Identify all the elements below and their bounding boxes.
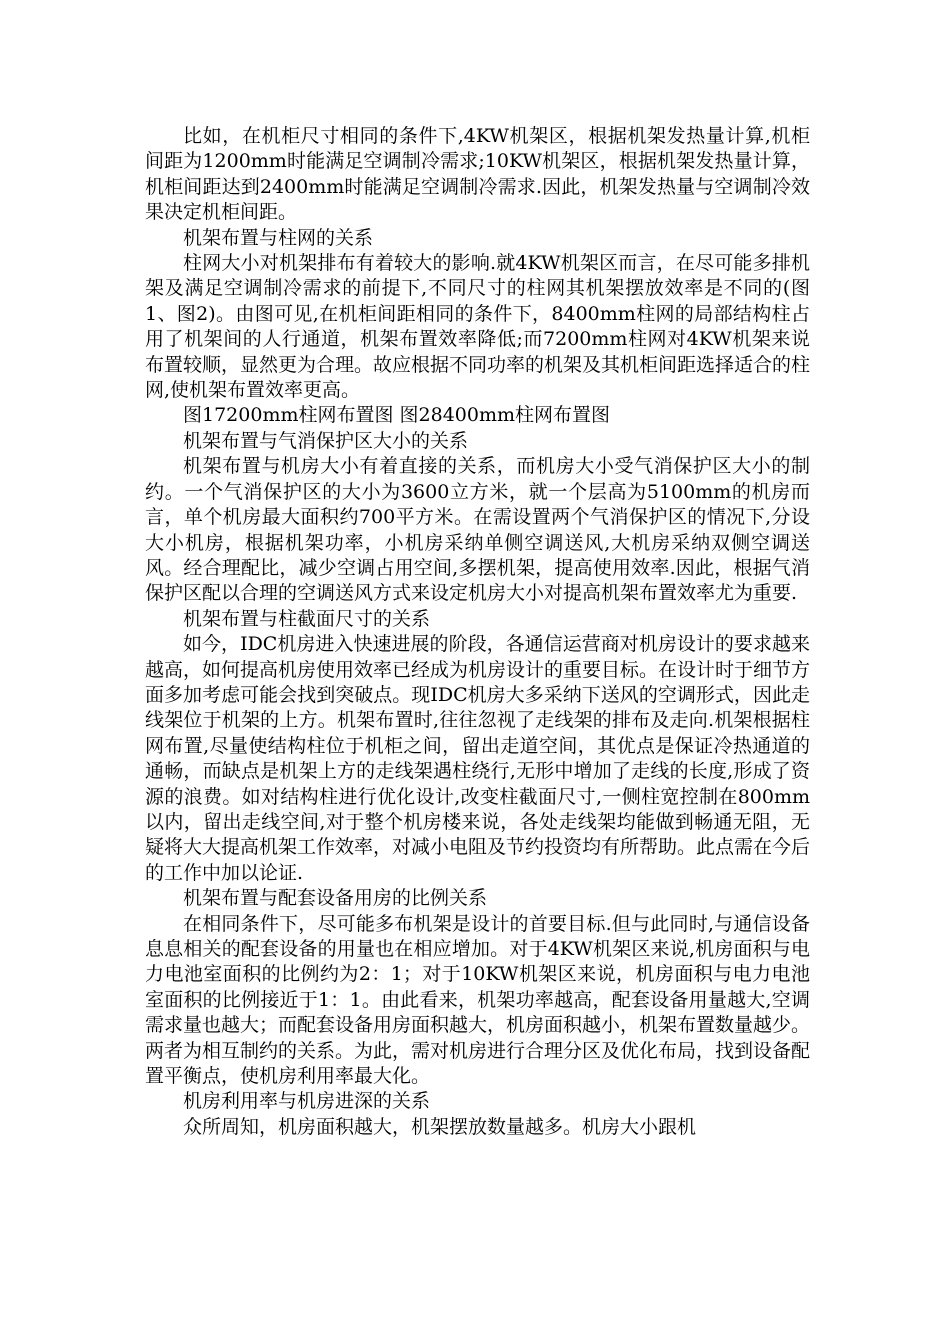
paragraph-support-rooms: 在相同条件下，尽可能多布机架是设计的首要目标.但与此同时,与通信设备息息相关的配套设备的用量也在相应增加。对于4KW机架区来说,机房面积与电力电池室面积的比例约为2：1；对于10KW机架区来说，机房面积与电力电池室面积的比例接近于1：1。由此看来，机架功率越高，配套设备用量越大,空调需求量也越大；而配套设备用房面积越大，机房面积越小，机架布置数量越少。两者为相互制约的关系。为此，需对机房进行合理分区及优化布局，找到设备配置平衡点，使机房利用率最大化。 <box>145 912 811 1088</box>
document-body <box>145 124 810 1140</box>
paragraph-rack-spacing: 比如，在机柜尺寸相同的条件下,4KW机架区，根据机架发热量计算,机柜间距为1200mm时能满足空调制冷需求;10KW机架区，根据机架发热量计算，机柜间距达到2400mm时能满足空调制冷需求.因此，机架发热量与空调制冷效果决定机柜间距。 <box>145 125 810 224</box>
heading-column-grid: 机架布置与柱网的关系 <box>183 226 374 249</box>
figure-caption: 图17200mm柱网布置图 图28400mm柱网布置图 <box>183 404 610 427</box>
paragraph-column-section: 如今，IDC机房进入快速进展的阶段，各通信运营商对机房设计的要求越来越高，如何提高机房使用效率已经成为机房设计的重要目标。在设计时于细节方面多加考虑可能会找到突破点。现IDC机房大多采纳下送风的空调形式，因此走线架位于机架的上方。机架布置时,往往忽视了走线架的排布及走向.机架根据柱网布置,尽量使结构柱位于机柜之间，留出走道空间，其优点是保证冷热通道的通畅，而缺点是机架上方的走线架遇柱绕行,无形中增加了走线的长度,形成了资源的浪费。如对结构柱进行优化设计,改变柱截面尺寸,一侧柱宽控制在800mm以内，留出走线空间,对于整个机房楼来说，各处走线架均能做到畅通无阻，无疑将大大提高机架工作效率，对减小电阻及节约投资均有所帮助。此点需在今后的工作中加以论证. <box>145 633 811 884</box>
heading-column-section: 机架布置与柱截面尺寸的关系 <box>183 607 431 630</box>
paragraph-gas-protection: 机架布置与机房大小有着直接的关系，而机房大小受气消保护区大小的制约。一个气消保护区的大小为3600立方米，就一个层高为5100mm的机房而言，单个机房最大面积约700平方米。在需设置两个气消保护区的情况下,分设大小机房，根据机架功率，小机房采纳单侧空调送风,大机房采纳双侧空调送风。经合理配比，减少空调占用空间,多摆机架，提高使用效率.因此，根据气消保护区配以合理的空调送风方式来设定机房大小对提高机架布置效率尤为重要. <box>145 455 810 605</box>
paragraph-room-depth: 众所周知，机房面积越大，机架摆放数量越多。机房大小跟机 <box>183 1115 697 1138</box>
paragraph-column-grid: 柱网大小对机架排布有着较大的影响.就4KW机架区而言，在尽可能多排机架及满足空调制冷需求的前提下,不同尺寸的柱网其机架摆放效率是不同的(图1、图2)。由图可见,在机柜间距相同的条件下，8400mm柱网的局部结构柱占用了机架间的人行通道，机架布置效率降低;而7200mm柱网对4KW机架来说布置较顺，显然更为合理。故应根据不同功率的机架及其机柜间距选择适合的柱网,使机架布置效率更高。 <box>145 252 811 402</box>
heading-gas-protection: 机架布置与气消保护区大小的关系 <box>183 429 469 452</box>
heading-room-depth: 机房利用率与机房进深的关系 <box>183 1090 431 1113</box>
heading-support-rooms: 机架布置与配套设备用房的比例关系 <box>183 887 488 910</box>
